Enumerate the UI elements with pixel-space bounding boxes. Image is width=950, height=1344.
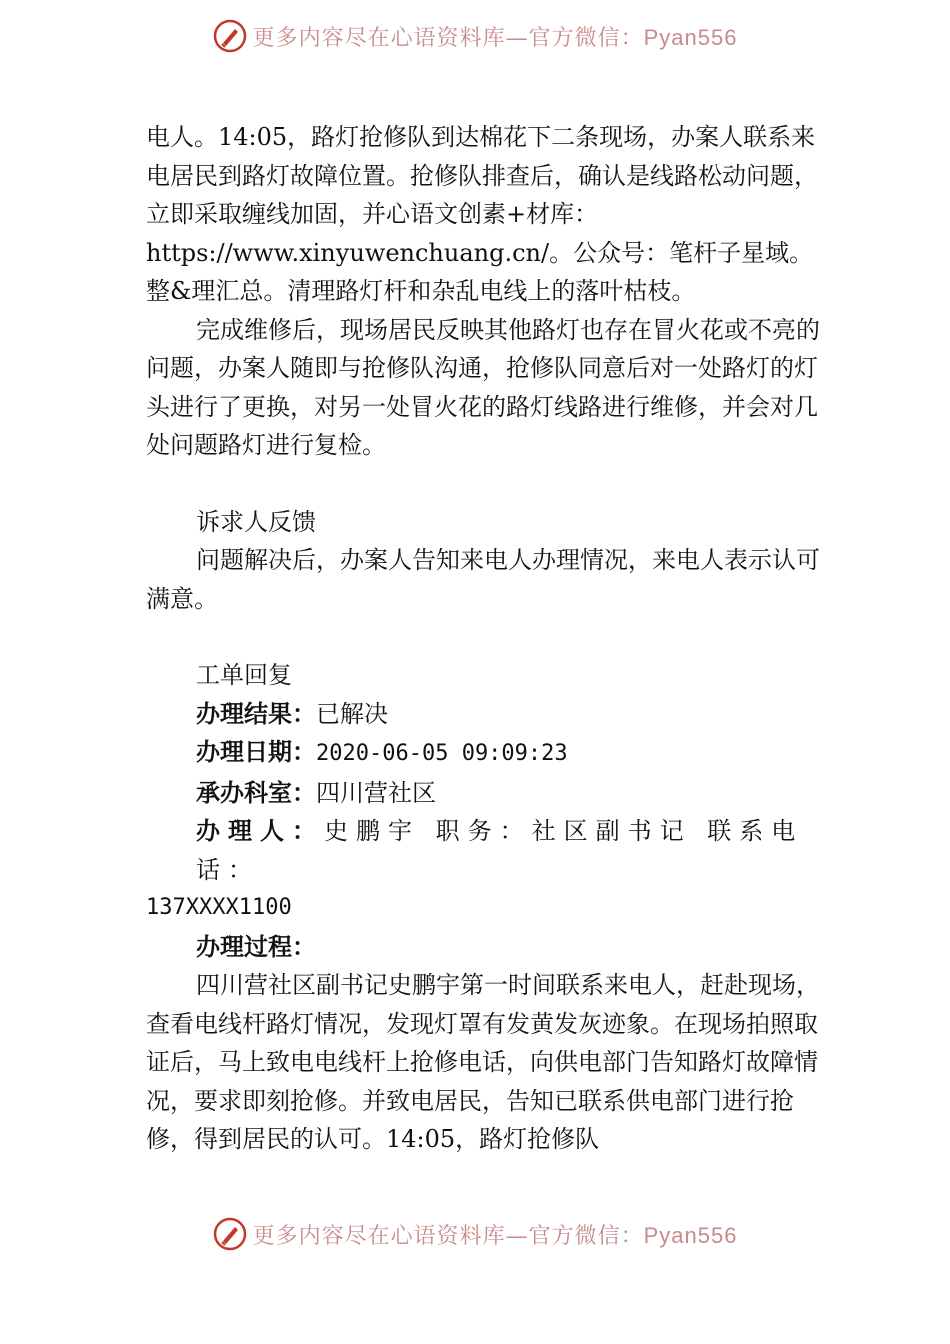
feedback-text: 问题解决后，办案人告知来电人办理情况，来电人表示认可满意。 bbox=[146, 546, 820, 613]
result-value: 已解决 bbox=[316, 699, 388, 728]
result-field bbox=[146, 695, 836, 734]
handler-field bbox=[146, 812, 836, 889]
paragraph-1: 电人。14:05，路灯抢修队到达棉花下二条现场，办案人联系来电居民到路灯故障位置。抢修队排查后，确认是线路松动问题，立即采取缠线加固，并心语文创素+材库：https://www.xinyuwenchuang.cn/。公众号：笔杆子星域。整&理汇总。清理路灯杆和杂乱电线上的落叶枯枝。 bbox=[146, 123, 818, 305]
date-value: 2020-06-05 09:09:23 bbox=[316, 741, 568, 766]
feedback-heading: 诉求人反馈 bbox=[196, 507, 316, 536]
pen-logo-icon bbox=[213, 1217, 247, 1251]
reply-heading: 工单回复 bbox=[196, 661, 292, 689]
date-label: 办理日期： bbox=[196, 738, 316, 766]
office-field bbox=[146, 774, 836, 813]
process-text: 四川营社区副书记史鹏宇第一时间联系来电人，赶赴现场，查看电线杆路灯情况，发现灯罩有发黄发灰迹象。在现场拍照取证后，马上致电电线杆上抢修电话，向供电部门告知路灯故障情况，要求即刻抢修。并致电居民，告知已联系供电部门进行抢修，得到居民的认可。14:05，路灯抢修队 bbox=[146, 971, 820, 1153]
footer-banner-text: 更多内容尽在心语资料库—官方微信：Pyan556 bbox=[252, 1222, 738, 1249]
process-label: 办理过程： bbox=[196, 932, 316, 961]
office-value: 四川营社区 bbox=[316, 778, 436, 807]
process-field bbox=[146, 928, 836, 967]
handler-value: 史鹏宇 职务：社区副书记 联系电话： bbox=[196, 817, 804, 884]
header-wechat-id: Pyan556 bbox=[643, 24, 738, 50]
header-banner bbox=[0, 14, 950, 58]
header-banner-text: 更多内容尽在心语资料库—官方微信：Pyan556 bbox=[252, 24, 738, 51]
document-body bbox=[146, 118, 836, 1159]
footer-wechat-id: Pyan556 bbox=[643, 1222, 738, 1248]
handler-label: 办理人： bbox=[196, 817, 324, 845]
footer-banner bbox=[0, 1212, 950, 1256]
result-label: 办理结果： bbox=[196, 699, 316, 728]
office-label: 承办科室： bbox=[196, 778, 316, 807]
paragraph-2: 完成维修后，现场居民反映其他路灯也存在冒火花或不亮的问题，办案人随即与抢修队沟通，抢修队同意后对一处路灯的灯头进行了更换，对另一处冒火花的路灯线路进行维修，并会对几处问题路灯进行复检。 bbox=[146, 315, 820, 459]
date-field bbox=[146, 733, 836, 774]
handler-phone: 137XXXX1100 bbox=[146, 895, 292, 920]
pen-logo-icon bbox=[213, 19, 247, 53]
